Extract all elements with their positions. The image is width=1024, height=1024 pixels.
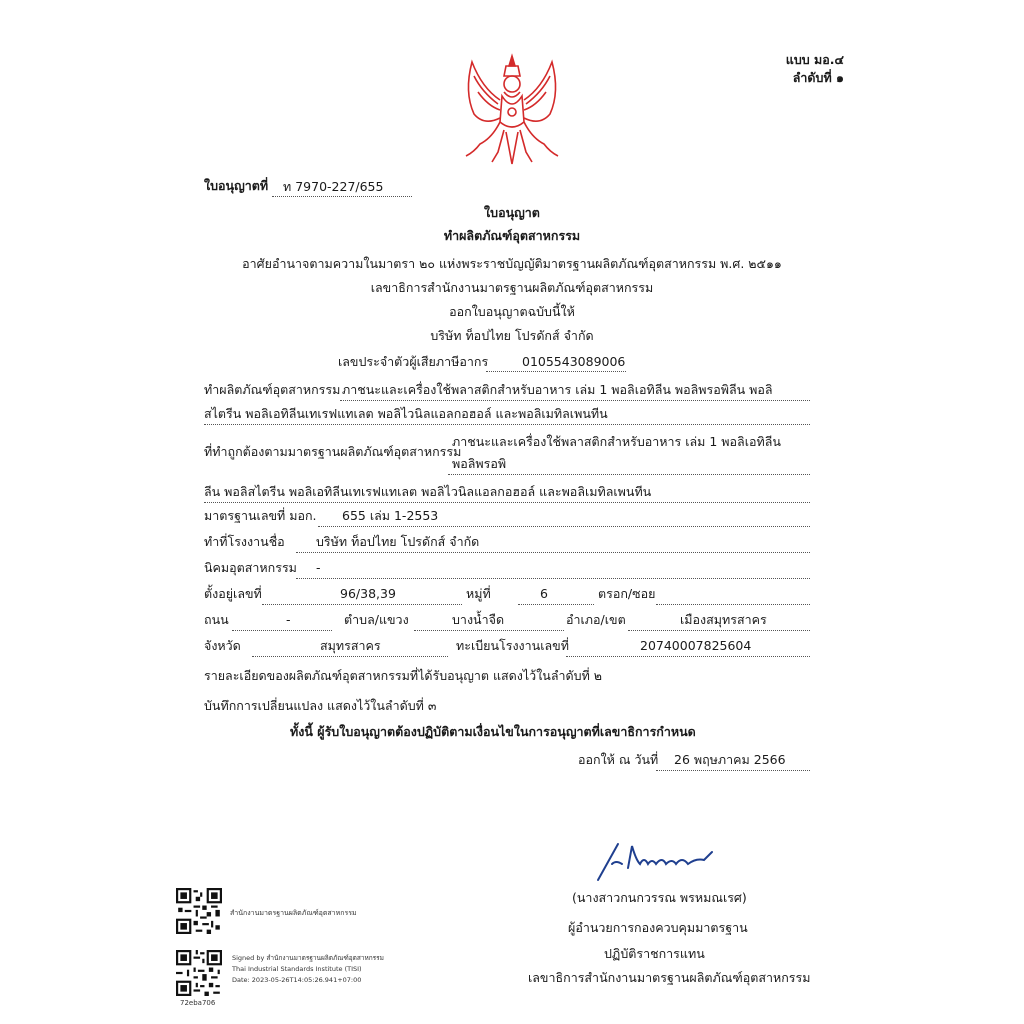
factory-name-value: บริษัท ท็อปไทย โปรดักส์ จำกัด bbox=[316, 534, 480, 549]
issue-date-value: 26 พฤษภาคม 2566 bbox=[674, 752, 786, 767]
industrial-estate-value: - bbox=[316, 560, 321, 575]
license-condition: ทั้งนี้ ผู้รับใบอนุญาตต้องปฏิบัติตามเงื่อนไขในการอนุญาตที่เลขาธิการกำหนด bbox=[290, 724, 696, 739]
signer-office: เลขาธิการสำนักงานมาตรฐานผลิตภัณฑ์อุตสาหกรรม bbox=[528, 970, 811, 985]
factory-registration-label: ทะเบียนโรงงานเลขที่ bbox=[456, 638, 569, 653]
factory-registration-value: 20740007825604 bbox=[640, 638, 752, 653]
signature-icon bbox=[592, 838, 722, 882]
licensee-company: บริษัท ท็อปไทย โปรดักส์ จำกัด bbox=[430, 328, 594, 343]
soi-label: ตรอก/ซอย bbox=[598, 586, 656, 601]
province-label: จังหวัด bbox=[204, 638, 241, 653]
footer-agency: สำนักงานมาตรฐานผลิตภัณฑ์อุตสาหกรรม bbox=[230, 909, 357, 917]
issue-date-label: ออกให้ ณ วันที่ bbox=[578, 752, 659, 767]
road-label: ถนน bbox=[204, 612, 229, 627]
garuda-emblem-icon bbox=[452, 52, 572, 170]
standard-scope-line-1: ภาชนะและเครื่องใช้พลาสติกสำหรับอาหาร เล่ม 1 พอลิเอทิลีน bbox=[452, 434, 781, 449]
industrial-estate-label: นิคมอุตสาหกรรม bbox=[204, 560, 297, 575]
tambon-label: ตำบล/แขวง bbox=[344, 612, 409, 627]
tambon-value: บางน้ำจืด bbox=[452, 612, 505, 627]
product-detail-note: รายละเอียดของผลิตภัณฑ์อุตสาหกรรมที่ได้รับอนุญาต แสดงไว้ในลำดับที่ ๒ bbox=[204, 668, 603, 683]
moo-value: 6 bbox=[540, 586, 548, 601]
document-subtitle: ทำผลิตภัณฑ์อุตสาหกรรม bbox=[443, 228, 581, 243]
authority-text: อาศัยอำนาจตามความในมาตรา ๒๐ แห่งพระราชบัญญัติมาตรฐานผลิตภัณฑ์อุตสาหกรรม พ.ศ. ๒๕๑๑ bbox=[242, 256, 782, 271]
digital-sign-line-1: Signed by สำนักงานมาตรฐานผลิตภัณฑ์อุตสาหกรรม bbox=[232, 954, 384, 962]
product-line-1: ภาชนะและเครื่องใช้พลาสติกสำหรับอาหาร เล่ม 1 พอลิเอทิลีน พอลิพรอพิลีน พอลิ bbox=[342, 382, 773, 397]
change-record-note: บันทึกการเปลี่ยนแปลง แสดงไว้ในลำดับที่ ๓ bbox=[204, 698, 437, 713]
product-line-2: สไตรีน พอลิเอทิลีนเทเรฟแทเลต พอลิไวนิลแอลกอฮอล์ และพอลิเมทิลเพนทีน bbox=[204, 406, 608, 421]
standard-scope-line-2: พอลิพรอพิ bbox=[452, 456, 507, 471]
issue-to-text: ออกใบอนุญาตฉบับนี้ให้ bbox=[449, 304, 575, 319]
factory-name-label: ทำที่โรงงานชื่อ bbox=[204, 534, 285, 549]
verification-qr-code-icon[interactable] bbox=[176, 950, 222, 996]
product-label: ทำผลิตภัณฑ์อุตสาหกรรม bbox=[204, 382, 341, 397]
address-number-label: ตั้งอยู่เลขที่ bbox=[204, 586, 262, 601]
signer-name: (นางสาวกนกวรรณ พรหมณเรศ) bbox=[572, 890, 747, 905]
signer-position: ผู้อำนวยการกองควบคุมมาตรฐาน bbox=[568, 920, 748, 935]
sequence-number: ลำดับที่ ๑ bbox=[792, 70, 844, 85]
secretary-general-text: เลขาธิการสำนักงานมาตรฐานผลิตภัณฑ์อุตสาหกรรม bbox=[370, 280, 654, 295]
address-number-value: 96/38,39 bbox=[340, 586, 396, 601]
tax-id-label: เลขประจำตัวผู้เสียภาษีอากร bbox=[338, 354, 489, 369]
digital-sign-line-3: Date: 2023-05-26T14:05:26.941+07:00 bbox=[232, 976, 362, 984]
document-code: 72eba706 bbox=[180, 999, 216, 1007]
road-value: - bbox=[286, 612, 291, 627]
standard-number-label: มาตรฐานเลขที่ มอก. bbox=[204, 508, 317, 523]
amphoe-value: เมืองสมุทรสาคร bbox=[680, 612, 767, 627]
form-code: แบบ มอ.๔ bbox=[785, 52, 844, 67]
standard-number-value: 655 เล่ม 1-2553 bbox=[342, 508, 439, 523]
standard-scope-label: ที่ทำถูกต้องตามมาตรฐานผลิตภัณฑ์อุตสาหกรรม bbox=[204, 444, 462, 459]
acting-on-behalf: ปฏิบัติราชการแทน bbox=[604, 946, 705, 961]
amphoe-label: อำเภอ/เขต bbox=[566, 612, 626, 627]
standard-scope-line-3: ลีน พอลิสไตรีน พอลิเอทิลีนเทเรฟแทเลต พอลิไวนิลแอลกอฮอล์ และพอลิเมทิลเพนทีน bbox=[204, 484, 652, 499]
moo-label: หมู่ที่ bbox=[466, 586, 491, 601]
digital-sign-line-2: Thai Industrial Standards Institute (TISI) bbox=[232, 965, 362, 973]
document-title: ใบอนุญาต bbox=[484, 205, 540, 220]
license-number-value: ท 7970-227/655 bbox=[283, 179, 384, 194]
license-number-label: ใบอนุญาตที่ bbox=[204, 178, 269, 193]
qr-code-icon[interactable] bbox=[176, 888, 222, 934]
tax-id-value: 0105543089006 bbox=[522, 354, 626, 369]
province-value: สมุทรสาคร bbox=[320, 638, 381, 653]
